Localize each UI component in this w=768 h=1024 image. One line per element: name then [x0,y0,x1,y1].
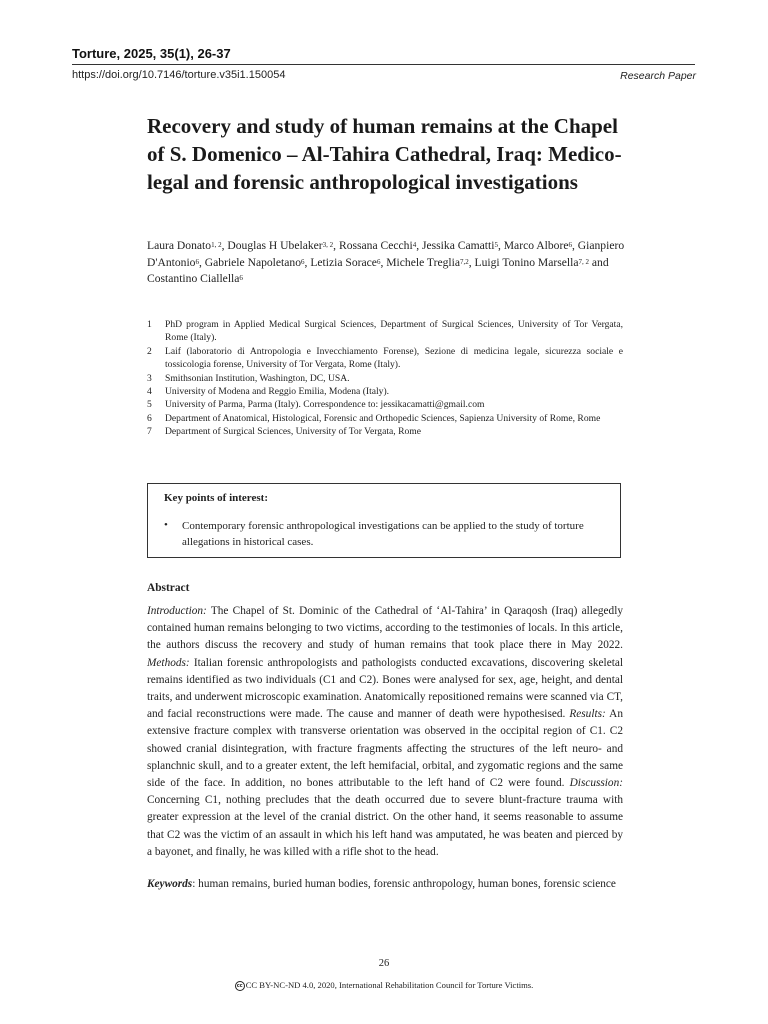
author-separator: , [304,255,311,269]
author-affiliation-mark: 3, 2 [322,241,334,249]
affiliation-number: 2 [147,345,152,357]
author-separator: , [333,239,339,252]
author-affiliation-mark: 6 [568,241,572,249]
abstract-section-label: Discussion: [569,777,623,790]
abstract-section-text: The Chapel of St. Dominic of the Cathedral of ‘Al-Tahira’ in Qaraqosh (Iraq) allegedly contained human remains belonging to two victims, according to the testimonies of locals. In this article, the authors discuss the recovery and study of human remains that took place there in May 2022. [147,605,623,652]
abstract-section-text: An extensive fracture complex with transverse orientation was observed in the occipital region of C1. C2 showed cranial disintegration, with fracture fragments affecting the structures of the left neuro- and splanchnic skull, and to a greater extent, the left hemifacial, orbital, and zygomatic regions and the same side of the face. In addition, no bones attributable to the left hand of C2 were found. [147,708,623,790]
author-affiliation-mark: 1, 2 [211,241,222,249]
keywords-text: : human remains, buried human bodies, forensic anthropology, human bones, forensic science [192,878,616,890]
abstract-section-label: Methods: [147,656,190,669]
affiliation-number: 6 [147,412,152,424]
author-affiliation-mark: 5 [494,241,498,249]
affiliation-item [147,385,623,398]
author-affiliation-mark: 6 [301,257,305,266]
author-affiliation-mark: 4 [412,241,417,249]
author-affiliation-mark: 7,2 [459,257,469,266]
affiliation-item [147,412,623,425]
abstract-body [147,603,623,861]
author-name: Marco Albore [503,239,569,252]
author-name: Rossana Cecchi [338,239,413,252]
affiliation-text: PhD program in Applied Medical Surgical Sciences, Department of Surgical Sciences, University of Tor Vergata, Rome (Italy). [165,319,623,344]
affiliation-text: Department of Anatomical, Histological, Forensic and Orthopedic Sciences, Sapienza University of Rome, Rome [165,412,601,424]
author-name: Luigi Tonino Marsella [474,255,579,269]
abstract-section-label: Introduction: [147,605,207,617]
affiliation-text: University of Modena and Reggio Emilia, Modena (Italy). [165,386,390,398]
author-affiliation-mark: 6 [239,274,243,282]
abstract-heading: Abstract [147,582,190,594]
affiliation-text: Laif (laboratorio di Antropologia e Invecchiamento Forense), Sezione di medicina legale, sicurezza sociale e tossicologia forense, University of Tor Vergata, Rome (Italy). [165,345,623,371]
journal-citation: Torture, 2025, 35(1), 26-37 [72,46,231,61]
abstract-section-label: Results: [569,708,606,721]
author-separator: , [497,239,504,252]
author-name: Gianpiero D'Antonio [147,239,625,269]
author-list [147,238,625,288]
affiliation-item [147,318,623,345]
affiliation-number: 1 [147,319,152,330]
author-name: Costantino Ciallella [147,272,240,285]
author-name: Jessika Camatti [422,239,495,252]
affiliation-item [147,345,623,372]
author-name: Letizia Sorace [310,255,377,269]
author-affiliation-mark: 7, 2 [578,257,589,266]
author-separator: and [588,255,609,269]
author-name: Douglas H Ubelaker [227,239,323,252]
key-point-item: Contemporary forensic anthropological investigations can be applied to the study of torture allegations in historical cases. [182,520,584,548]
affiliation-list [147,318,623,439]
paper-type: Research Paper [620,70,696,82]
key-points-title: Key points of interest: [164,492,268,504]
creative-commons-icon: cc [235,981,245,991]
abstract-section-text: Concerning C1, nothing precludes that the death occurred due to severe blunt-fracture trauma with greater expression at the level of the cranial district. On the other hand, it seems reasonable to assume that C2 was the victim of an assault in which his left hand was amputated, he was beaten and pierced by a bayonet, and finally, he was killed with a rifle shot to the head. [147,794,623,858]
abstract-section-text: Italian forensic anthropologists and pathologists conducted excavations, discovering skeletal remains identified as two individuals (C1 and C2). Bones were analysed for sex, age, height, and dental traits, and underwent microscopic examination. Anatomically repositioned remains were scanned via CT, and facial reconstructions were made. The cause and manner of death were hypothesised. [147,656,623,721]
author-separator: , [571,239,578,252]
author-name: Michele Treglia [386,255,460,269]
doi-link[interactable]: https://doi.org/10.7146/torture.v35i1.150054 [72,69,286,81]
key-points-box [147,483,621,558]
affiliation-number: 4 [147,386,152,398]
affiliation-text: Smithsonian Institution, Washington, DC, USA. [165,372,350,384]
affiliation-number: 5 [147,399,152,411]
author-separator: , [468,255,475,269]
bullet-icon: • [164,519,168,531]
author-name: Laura Donato [147,239,212,252]
author-separator: , [380,255,387,269]
affiliation-number: 7 [147,426,152,438]
author-separator: , [416,239,422,252]
author-affiliation-mark: 6 [376,257,381,266]
affiliation-text: University of Parma, Parma (Italy). Correspondence to: jessikacamatti@gmail.com [165,399,485,411]
keywords-label: Keywords [147,878,193,890]
affiliation-text: Department of Surgical Sciences, University of Tor Vergata, Rome [165,426,421,438]
keywords [147,876,623,893]
affiliation-item [147,425,623,438]
affiliation-number: 3 [147,372,152,384]
affiliation-item [147,372,623,385]
affiliation-item [147,398,623,411]
paper-title: Recovery and study of human remains at the Chapel of S. Domenico – Al-Tahira Cathedral, Iraq: Medico-legal and forensic anthropological investigations [147,114,622,194]
header-rule [72,64,695,65]
author-separator: , [198,255,205,269]
page-number: 26 [378,958,390,969]
author-affiliation-mark: 6 [195,257,199,266]
author-separator: , [221,239,228,252]
license-text: CC BY-NC-ND 4.0, 2020, International Rehabilitation Council for Torture Victims. [245,980,534,990]
license-line [0,980,768,991]
author-name: Gabriele Napoletano [204,255,302,269]
